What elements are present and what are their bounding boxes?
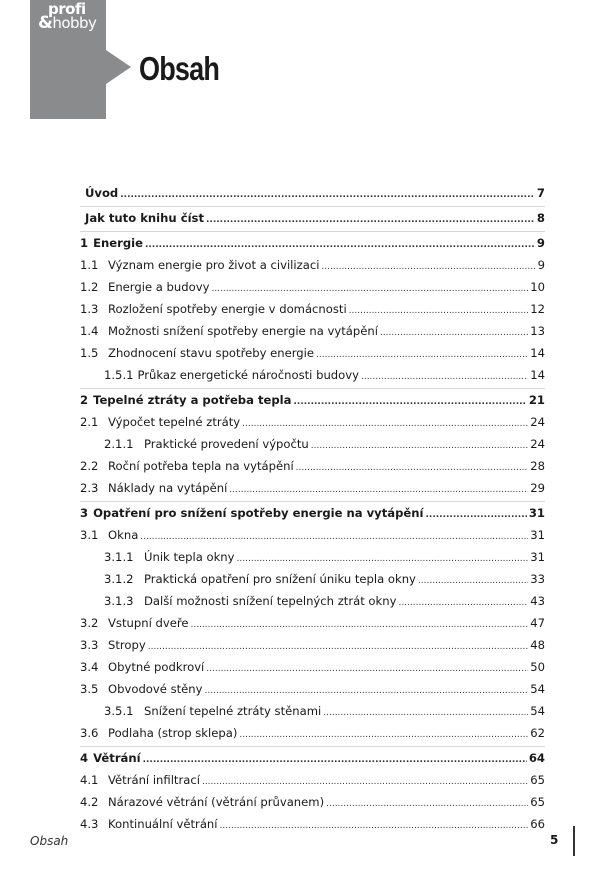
toc-number: 3.1.2 (104, 572, 134, 586)
page-title: Obsah (139, 50, 220, 87)
leader-dots (418, 570, 528, 592)
toc-entry[interactable] (80, 546, 545, 568)
leader-dots (321, 256, 535, 278)
toc-number: 2.1.1 (104, 437, 134, 451)
toc-number: 3.3 (80, 638, 99, 652)
toc-number: 4.1 (80, 773, 99, 787)
toc-label: Energie (93, 236, 143, 250)
toc-number: 2.3 (80, 481, 99, 495)
toc-page: 31 (528, 506, 545, 520)
leader-dots (148, 636, 529, 658)
toc-page: 7 (536, 186, 545, 200)
toc-page: 28 (530, 459, 545, 473)
toc-number: 3.5 (80, 682, 99, 696)
toc-page: 48 (530, 638, 545, 652)
toc-page: 31 (530, 550, 545, 564)
toc-entry[interactable] (80, 524, 545, 546)
leader-dots (220, 815, 529, 837)
toc-number: 1.5.1 (104, 368, 134, 382)
toc-number: 4.3 (80, 817, 99, 831)
toc-entry[interactable] (80, 364, 545, 386)
toc-label: Další možnosti snížení tepelných ztrát okny (144, 594, 397, 608)
toc-label: Kontinuální větrání (108, 817, 218, 831)
toc-page: 8 (536, 211, 545, 225)
toc-label: Okna (108, 528, 139, 542)
toc-page: 14 (530, 368, 545, 382)
toc-label: Obytné podkroví (108, 660, 205, 674)
toc-entry[interactable] (80, 477, 545, 499)
leader-dots (361, 366, 528, 388)
leader-dots (323, 702, 528, 724)
toc-number: 3.5.1 (104, 704, 134, 718)
toc-entry[interactable] (80, 612, 545, 634)
toc-page: 21 (528, 393, 545, 407)
toc-entry[interactable] (80, 747, 545, 769)
toc-label: Větrání (93, 751, 141, 765)
toc-number: 1.3 (80, 302, 99, 316)
toc-page: 50 (530, 660, 545, 674)
toc-number: 3.1 (80, 528, 99, 542)
toc-entry[interactable] (80, 590, 545, 612)
toc-entry[interactable] (80, 298, 545, 320)
toc-number: 1.4 (80, 324, 99, 338)
toc-page: 64 (528, 751, 545, 765)
toc-label: Výpočet tepelné ztráty (108, 415, 241, 429)
leader-dots (202, 771, 528, 793)
leader-dots (398, 592, 528, 614)
toc-page: 43 (530, 594, 545, 608)
toc-entry[interactable] (80, 813, 545, 835)
leader-dots (229, 479, 528, 501)
leader-dots (349, 300, 529, 322)
toc-page: 24 (530, 415, 545, 429)
toc-entry[interactable] (80, 502, 545, 524)
toc-page: 65 (530, 795, 545, 809)
toc-number: 3.4 (80, 660, 99, 674)
footer-section: Obsah (30, 834, 69, 848)
title-arrow (106, 50, 131, 84)
toc-entry[interactable] (80, 207, 545, 229)
toc-entry[interactable] (80, 568, 545, 590)
toc-entry[interactable] (80, 276, 545, 298)
toc-page: 62 (530, 726, 545, 740)
toc-number: 4.2 (80, 795, 99, 809)
toc-label: Vstupní dveře (108, 616, 189, 630)
toc-page: 33 (530, 572, 545, 586)
toc-entry[interactable] (80, 411, 545, 433)
toc-label: Praktická opatření pro snížení úniku tepla okny (144, 572, 416, 586)
leader-dots (211, 278, 528, 300)
brand-line1: profi (48, 0, 86, 18)
leader-dots (143, 749, 527, 771)
leader-dots (205, 680, 529, 702)
leader-dots (206, 209, 535, 231)
toc-entry[interactable] (80, 342, 545, 364)
leader-dots (311, 435, 528, 457)
leader-dots (206, 658, 528, 680)
toc-number: 3.1.3 (104, 594, 134, 608)
toc-number: 3 (80, 506, 89, 520)
toc-number: 1.1 (80, 258, 99, 272)
toc-page: 14 (530, 346, 545, 360)
toc-label: Energie a budovy (108, 280, 210, 294)
toc-entry[interactable] (80, 634, 545, 656)
toc-label: Náklady na vytápění (108, 481, 228, 495)
toc-label: Roční potřeba tepla na vytápění (108, 459, 294, 473)
toc-page: 47 (530, 616, 545, 630)
leader-dots (237, 548, 529, 570)
toc-entry[interactable] (80, 232, 545, 254)
toc-entry[interactable] (80, 433, 545, 455)
toc-entry[interactable] (80, 700, 545, 722)
toc-page: 12 (530, 302, 545, 316)
toc-page: 10 (530, 280, 545, 294)
toc-label: Rozložení spotřeby energie v domácnosti (108, 302, 347, 316)
toc-label: Stropy (108, 638, 146, 652)
leader-dots (190, 614, 528, 636)
toc-entry[interactable] (80, 182, 545, 204)
toc-page: 54 (530, 682, 545, 696)
toc-entry[interactable] (80, 320, 545, 342)
toc-entry[interactable] (80, 678, 545, 700)
toc-label: Obvodové stěny (108, 682, 203, 696)
leader-dots (239, 724, 528, 746)
toc-label: Význam energie pro život a civilizaci (108, 258, 320, 272)
toc-label: Úvod (85, 186, 119, 200)
toc-label: Možnosti snížení spotřeby energie na vytápění (108, 324, 378, 338)
toc-entry[interactable] (80, 389, 545, 411)
toc-page: 9 (537, 258, 545, 272)
toc-number: 4 (80, 751, 89, 765)
toc-number: 3.6 (80, 726, 99, 740)
toc-entry[interactable] (80, 254, 545, 276)
toc-label: Jak tuto knihu číst (85, 211, 204, 225)
toc-number: 1.2 (80, 280, 99, 294)
footer-bar (573, 826, 575, 856)
toc-label: Opatření pro snížení spotřeby energie na vytápění (93, 506, 424, 520)
toc-number: 1 (80, 236, 89, 250)
leader-dots (145, 234, 535, 256)
toc-label: Snížení tepelné ztráty stěnami (144, 704, 322, 718)
toc-page: 54 (530, 704, 545, 718)
leader-dots (242, 413, 528, 435)
toc-page: 13 (530, 324, 545, 338)
toc-number: 2 (80, 393, 89, 407)
toc-entry[interactable] (80, 656, 545, 678)
toc-label: Zhodnocení stavu spotřeby energie (108, 346, 315, 360)
toc-number: 1.5 (80, 346, 99, 360)
leader-dots (426, 504, 527, 526)
toc-number: 3.1.1 (104, 550, 134, 564)
page-number: 5 (550, 833, 559, 847)
leader-dots (296, 457, 529, 479)
table-of-contents (80, 182, 545, 835)
leader-dots (120, 184, 535, 206)
leader-dots (293, 391, 526, 413)
toc-page: 29 (530, 481, 545, 495)
toc-label: Větrání infiltrací (108, 773, 200, 787)
toc-entry[interactable] (80, 769, 545, 791)
toc-page: 24 (530, 437, 545, 451)
leader-dots (326, 793, 528, 815)
toc-page: 31 (530, 528, 545, 542)
toc-page: 9 (536, 236, 545, 250)
leader-dots (316, 344, 528, 366)
toc-number: 3.2 (80, 616, 99, 630)
toc-entry[interactable] (80, 455, 545, 477)
brand-logo (38, 0, 97, 33)
toc-label: Podlaha (strop sklepa) (108, 726, 238, 740)
toc-label: Tepelné ztráty a potřeba tepla (93, 393, 292, 407)
brand-line2: hobby (52, 14, 97, 32)
toc-page: 66 (530, 817, 545, 831)
toc-label: Únik tepla okny (144, 550, 235, 564)
toc-label: Nárazové větrání (větrání průvanem) (108, 795, 325, 809)
toc-number: 2.2 (80, 459, 99, 473)
toc-entry[interactable] (80, 722, 545, 744)
toc-label: Praktické provedení výpočtu (144, 437, 309, 451)
toc-number: 2.1 (80, 415, 99, 429)
toc-label: Průkaz energetické náročnosti budovy (137, 368, 359, 382)
brand-ampersand: & (38, 13, 53, 33)
toc-page: 65 (530, 773, 545, 787)
toc-entry[interactable] (80, 791, 545, 813)
leader-dots (380, 322, 528, 344)
leader-dots (140, 526, 528, 548)
